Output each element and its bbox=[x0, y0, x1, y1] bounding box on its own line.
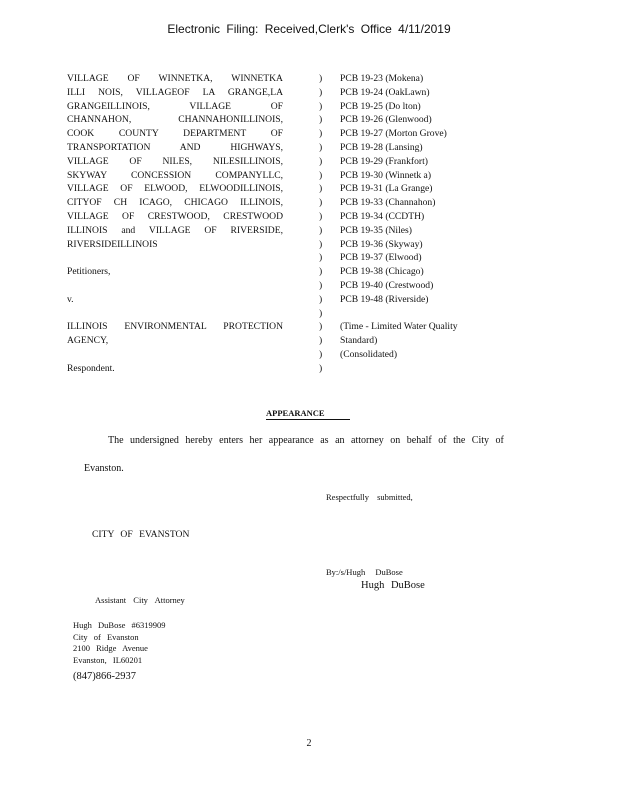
case-number: PCB 19-34 (CCDTH) bbox=[340, 210, 425, 222]
appearance-body-line-1: The undersigned hereby enters her appearance as an attorney on behalf of the City of bbox=[108, 435, 504, 446]
case-number: PCB 19-31 (La Grange) bbox=[340, 183, 433, 195]
petitioners-label: Petitioners, bbox=[67, 266, 111, 278]
caption-paren: ) bbox=[319, 141, 323, 153]
party-line: VILLAGE OF CRESTWOOD, CRESTWOOD bbox=[67, 210, 283, 222]
caption-paren: ) bbox=[319, 293, 323, 305]
respondent-name-line: AGENCY, bbox=[67, 335, 109, 347]
address-line: Evanston, IL60201 bbox=[73, 654, 143, 665]
signer-title: Assistant City Attorney bbox=[95, 595, 185, 605]
page-number: 2 bbox=[306, 738, 312, 749]
case-note: Standard) bbox=[340, 335, 378, 347]
party-line: VILLAGE OF NILES, NILESILLINOIS, bbox=[67, 155, 283, 167]
caption-paren: ) bbox=[319, 279, 323, 291]
party-line: CHANNAHON, CHANNAHONILLINOIS, bbox=[67, 114, 283, 126]
case-number: PCB 19-25 (Do lton) bbox=[340, 100, 421, 112]
caption-paren: ) bbox=[319, 335, 323, 347]
case-spacer bbox=[340, 307, 458, 321]
case-number: PCB 19-29 (Frankfort) bbox=[340, 155, 428, 167]
party-line: VILLAGE OF WINNETKA, WINNETKA bbox=[67, 73, 283, 84]
case-note: (Time - Limited Water Quality bbox=[340, 321, 458, 333]
caption-paren: ) bbox=[319, 73, 323, 84]
caption-paren: ) bbox=[319, 183, 323, 195]
case-number: PCB 19-37 (Elwood) bbox=[340, 252, 422, 264]
address-line: 2100 Ridge Avenue bbox=[73, 643, 148, 653]
caption-paren: ) bbox=[319, 238, 323, 250]
address-line: City of Evanston bbox=[73, 631, 139, 642]
versus-label: v. bbox=[67, 293, 74, 305]
caption-parties-block bbox=[67, 72, 283, 376]
caption-paren: ) bbox=[319, 100, 323, 112]
case-number: PCB 19-40 (Crestwood) bbox=[340, 279, 434, 291]
caption-paren-column bbox=[319, 72, 322, 376]
caption-paren: ) bbox=[319, 348, 323, 360]
respondent-label: Respondent. bbox=[67, 362, 115, 374]
appearance-title: APPEARANCE bbox=[266, 408, 350, 420]
caption-paren: ) bbox=[319, 128, 323, 140]
respectfully-submitted: Respectfully submitted, bbox=[326, 492, 413, 502]
address-block bbox=[73, 620, 166, 666]
party-line: ILLINOIS and VILLAGE OF RIVERSIDE, bbox=[67, 224, 283, 236]
phone-number: (847)866-2937 bbox=[73, 671, 136, 682]
party-line: GRANGEILLINOIS, VILLAGE OF bbox=[67, 100, 283, 112]
caption-paren: ) bbox=[319, 86, 323, 98]
case-number: PCB 19-33 (Channahon) bbox=[340, 197, 436, 209]
address-line: Hugh DuBose #6319909 bbox=[73, 620, 166, 630]
party-line: CITYOF CH ICAGO, CHICAGO ILLINOIS, bbox=[67, 197, 283, 209]
case-number: PCB 19-28 (Lansing) bbox=[340, 141, 423, 153]
respondent-name-line: ILLINOIS ENVIRONMENTAL PROTECTION bbox=[67, 321, 283, 333]
party-line: SKYWAY CONCESSION COMPANYLLC, bbox=[67, 169, 283, 181]
case-number: PCB 19-30 (Winnetk a) bbox=[340, 169, 432, 181]
case-number: PCB 19-35 (Niles) bbox=[340, 224, 412, 236]
caption-paren: ) bbox=[319, 169, 323, 181]
filing-header: Electronic Filing: Received,Clerk's Office 4/11/2019 bbox=[167, 22, 451, 36]
case-number: PCB 19-24 (OakLawn) bbox=[340, 86, 430, 98]
party-line: VILLAGE OF ELWOOD, ELWOODILLINOIS, bbox=[67, 183, 283, 195]
case-number: PCB 19-27 (Morton Grove) bbox=[340, 128, 447, 140]
case-number: PCB 19-38 (Chicago) bbox=[340, 266, 424, 278]
caption-paren: ) bbox=[319, 252, 323, 264]
caption-paren: ) bbox=[319, 266, 323, 278]
case-number: PCB 19-23 (Mokena) bbox=[340, 73, 424, 84]
case-number: PCB 19-36 (Skyway) bbox=[340, 238, 423, 250]
caption-paren: ) bbox=[319, 321, 323, 333]
caption-paren: ) bbox=[319, 307, 323, 319]
party-line: COOK COUNTY DEPARTMENT OF bbox=[67, 128, 283, 140]
city-name: CITY OF EVANSTON bbox=[92, 529, 190, 540]
caption-paren: ) bbox=[319, 197, 323, 209]
caption-paren: ) bbox=[319, 362, 323, 374]
caption-paren: ) bbox=[319, 210, 323, 222]
caption-paren: ) bbox=[319, 114, 323, 126]
case-number: PCB 19-48 (Riverside) bbox=[340, 293, 429, 305]
party-line: TRANSPORTATION AND HIGHWAYS, bbox=[67, 141, 283, 153]
appearance-body-line-2: Evanston. bbox=[84, 463, 124, 474]
signature-line: By:/s/Hugh DuBose bbox=[326, 567, 403, 577]
case-note: (Consolidated) bbox=[340, 348, 398, 360]
signer-name: Hugh DuBose bbox=[361, 580, 425, 591]
case-number: PCB 19-26 (Glenwood) bbox=[340, 114, 432, 126]
caption-paren: ) bbox=[319, 224, 323, 236]
party-line: ILLI NOIS, VILLAGEOF LA GRANGE,LA bbox=[67, 86, 283, 98]
case-number-list bbox=[340, 72, 458, 362]
party-line: RIVERSIDEILLINOIS bbox=[67, 238, 158, 250]
caption-paren: ) bbox=[319, 155, 323, 167]
